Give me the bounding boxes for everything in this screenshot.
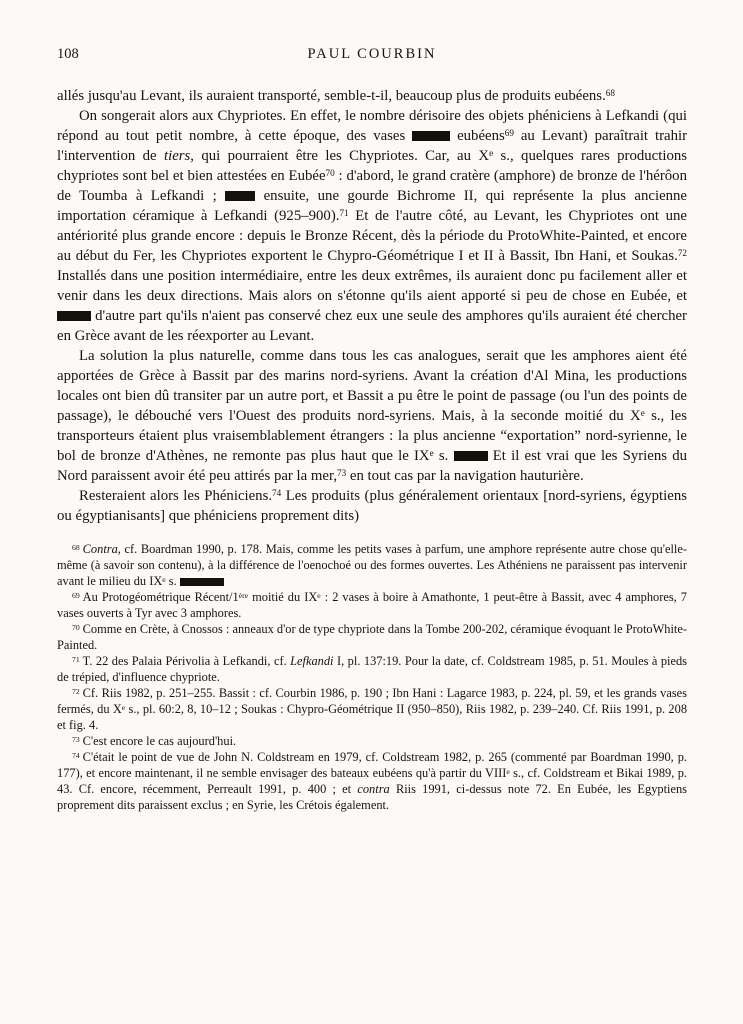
footnote-ref: 73 (337, 467, 347, 478)
footnote-ref: 71 (339, 207, 349, 218)
footnote: $^{68}$ Contra, cf. Boardman 1990, p. 178. Mais, comme les petits vases à parfum, une amphore représente autre chose qu'elle-même (à savoir son contenu), à la différence de l'oenochoé ou des formes ouvertes. Les Athéniens ne paraissent pas intervenir avant le milieu du IXe s. (57, 542, 687, 588)
footnote-number: 71 (72, 654, 80, 664)
footnote-ref: 69 (504, 127, 514, 138)
page-number: 108 (57, 46, 79, 62)
footnote-number: 68 (72, 542, 80, 552)
redaction-bar (412, 131, 450, 141)
footnote-ref: 72 (677, 247, 687, 258)
footnote-number: 69 (72, 590, 80, 600)
footnote: $^{74}$ C'était le point de vue de John N. Coldstream en 1979, cf. Coldstream 1982, p. 265 (commenté par Boardman 1990, p. 177), et encore maintenant, il ne semble envisager des bateaux eubéens qu'à partir du VIIIe s., cf. Coldstream et Bikai 1989, p. 43. Cf. encore, récemment, Perreault 1991, p. 400 ; et contra Riis 1991, ci-dessus note 72. En Eubée, les Egyptiens proprement dits paraissent exclus ; en Syrie, les Crétois également. (57, 750, 687, 812)
footnotes (57, 541, 687, 813)
ordinal-superscript: e (162, 574, 166, 584)
footnote: $^{71}$ T. 22 des Palaia Périvolia à Lefkandi, cf. Lefkandi I, pl. 137:19. Pour la date, cf. Coldstream 1985, p. 51. Moules à pieds de trépied, d'influence chypriote. (57, 654, 687, 684)
footnote: $^{70}$ Comme en Crète, à Cnossos : anneaux d'or de type chypriote dans la Tombe 200-202, céramique évoquant le ProtoWhite-Painted. (57, 622, 687, 652)
body-paragraph: allés jusqu'au Levant, ils auraient transporté, semble-t-il, beaucoup plus de produits eubéens.$^{68}$ (57, 87, 615, 104)
ordinal-superscript: ère (238, 590, 249, 600)
ordinal-superscript: e (429, 447, 434, 458)
body-paragraph: La solution la plus naturelle, comme dans tous les cas analogues, serait que les amphores aient été apportées de Grèce à Bassit par des marins nord-syriens. Avant la création d'Al Mina, les productions locales ont bien dû transiter par un autre port, et Bassit a pu être le point de passage (ou l'un des points de passage), le débouché vers l'Ouest des produits nord-syriens. Mais, à la seconde moitié du Xe s., les transporteurs étaient plus vraisemblablement étrangers : la plus ancienne “exportation” nord-syrienne, le bol de bronze d'Athènes, ne remonte pas plus haut que le IXe s. Et il est vrai que les Syriens du Nord paraissent avoir été peu attirés par la mer,$^{73}$ en tout cas par la navigation hauturière. (57, 348, 688, 484)
footnote: $^{72}$ Cf. Riis 1982, p. 251–255. Bassit : cf. Courbin 1986, p. 190 ; Ibn Hani : Lagarce 1983, p. 224, pl. 59, et les grands vases fermés, du Xe s., pl. 60:2, 8, 10–12 ; Soukas : Chypro-Géométrique II (950–850), Riis 1982, p. 239–240. Cf. Riis 1991, p. 208 et fig. 4. (57, 686, 688, 732)
footnote-number: 73 (72, 734, 80, 744)
ordinal-superscript: e (121, 702, 126, 712)
running-head: PAUL COURBIN (307, 46, 437, 62)
page-header (57, 46, 687, 65)
ordinal-superscript: e (640, 407, 645, 418)
redaction-bar (454, 451, 488, 461)
footnote: $^{69}$ Au Protogéométrique Récent/1ère moitié du IXe : 2 vases à boire à Amathonte, 1 peut-être à Bassit, avec 4 amphores, 7 vases ouverts à Tyr avec 3 amphores. (57, 590, 687, 620)
body-text (57, 86, 687, 526)
ordinal-superscript: e (489, 147, 494, 158)
footnote-number: 72 (72, 686, 80, 696)
redaction-bar (57, 311, 91, 321)
footnote-ref: 68 (605, 87, 615, 98)
ordinal-superscript: e (317, 590, 321, 600)
italic-text: contra (357, 782, 390, 796)
footnote-ref: 70 (325, 167, 335, 178)
footnote-ref: 74 (272, 487, 282, 498)
redaction-bar (225, 191, 255, 201)
redaction-bar (180, 578, 224, 586)
italic-text: Lefkandi (290, 654, 334, 668)
italic-text: Contra (82, 542, 118, 556)
footnote: $^{73}$ C'est encore le cas aujourd'hui. (72, 734, 237, 748)
body-paragraph: On songerait alors aux Chypriotes. En effet, le nombre dérisoire des objets phéniciens à Lefkandi (qui répond au tout petit nombre, à cette époque, des vases eubéens$^{69}$ au Levant) paraîtrait trahir l'intervention de tiers, qui pourraient être les Chypriotes. Car, au Xe s., quelques rares productions chypriotes sont bel et bien attestées en Eubée$^{70}$ : d'abord, le grand cratère (amphore) de bronze de l'hérôon de Toumba à Lefkandi ; ensuite, une gourde Bichrome II, qui représente la plus ancienne importation céramique à Lefkandi (925–900).$^{71}$ Et de l'autre côté, au Levant, les Chypriotes ont une antériorité plus grande encore : depuis le Bronze Récent, dès la période du ProtoWhite-Painted, et encore au début du Fer, les Chypriotes exportent le Chypro-Géométrique I et II à Bassit, Ibn Hani, et Soukas.$^{72}$ Installés dans une position intermédiaire, entre les deux extrêmes, ils auraient donc pu facilement aller et venir dans les deux directions. Mais alors on s'étonne qu'ils aient apporté si peu de chose en Eubée, et d'autre part qu'ils n'aient pas conservé chez eux une seule des amphores qu'ils auraient été chercher en Grèce avant de les réexporter au Levant. (57, 108, 688, 344)
ordinal-superscript: e (506, 766, 510, 776)
body-paragraph: Resteraient alors les Phéniciens.$^{74}$ Les produits (plus généralement orientaux [nord-syriens, égyptiens ou égyptianisants] que phéniciens proprement dits) (57, 487, 687, 524)
italic-text: tiers (163, 148, 191, 164)
footnote-number: 70 (72, 622, 80, 632)
footnote-number: 74 (72, 750, 80, 760)
